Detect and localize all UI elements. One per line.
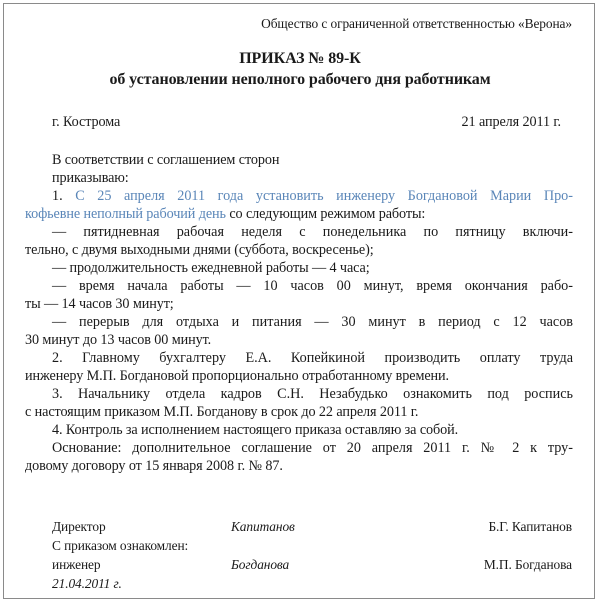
item-3-line-1: 3. Начальнику отдела кадров С.Н. Незабудько ознакомить под роспись <box>52 386 573 402</box>
order-subtitle: об установлении неполного рабочего дня работникам <box>109 71 491 88</box>
organization-name: Общество с ограниченной ответственностью «Верона» <box>261 16 572 31</box>
acknowledged-label: С приказом ознакомлен: <box>52 538 189 553</box>
acknowledgement-date: 21.04.2011 г. <box>52 576 122 591</box>
item-1-highlight-cont: кофьевне неполный рабочий день <box>25 206 226 222</box>
director-signature: Капитанов <box>231 519 295 534</box>
order-document <box>3 3 595 599</box>
item-3-line-2: с настоящим приказом М.П. Богданову в срок до 22 апреля 2011 г. <box>25 404 419 420</box>
engineer-signature: Богданова <box>231 557 290 572</box>
item-1-highlight: С 25 апреля 2011 года установить инженеру Богдановой Марии Про- <box>75 188 573 204</box>
item-1-sub-4-line-2: 30 минут до 13 часов 00 минут. <box>25 332 212 348</box>
item-1-line-1 <box>25 187 573 205</box>
order-title: ПРИКАЗ № 89-К <box>239 50 361 67</box>
item-1-sub-1-line-2: тельно, с двумя выходными днями (суббота, воскресенье); <box>25 242 374 258</box>
item-1-line-2 <box>25 205 425 223</box>
item-1-sub-4-line-1: — перерыв для отдыха и питания — 30 минут в период с 12 часов <box>52 314 573 330</box>
basis-line-2: довому договору от 15 января 2008 г. № 87. <box>25 458 283 474</box>
director-name: Б.Г. Капитанов <box>488 519 572 534</box>
preamble: В соответствии с соглашением сторон <box>52 152 280 168</box>
city: г. Кострома <box>52 114 121 130</box>
item-1-sub-1-line-1: — пятидневная рабочая неделя с понедельника по пятницу включи- <box>52 224 573 240</box>
item-1-sub-3-line-1: — время начала работы — 10 часов 00 минут, время окончания рабо- <box>52 278 573 294</box>
item-2-line-2: инженеру М.П. Богдановой пропорционально отработанному времени. <box>25 368 449 384</box>
engineer-title: инженер <box>52 557 101 572</box>
item-1-sub-3-line-2: ты — 14 часов 30 минут; <box>25 296 174 312</box>
item-1-rest: со следующим режимом работы: <box>225 206 426 222</box>
engineer-name: М.П. Богданова <box>483 557 572 572</box>
item-1-sub-2: — продолжительность ежедневной работы — 4 часа; <box>52 260 370 276</box>
item-4: 4. Контроль за исполнением настоящего приказа оставляю за собой. <box>52 422 459 438</box>
item-2-line-1: 2. Главному бухгалтеру Е.А. Копейкиной производить оплату труда <box>52 350 573 366</box>
director-title: Директор <box>52 519 106 534</box>
item-1-number: 1. <box>52 188 76 204</box>
order-verb: приказываю: <box>52 170 129 186</box>
basis-line-1: Основание: дополнительное соглашение от 20 апреля 2011 г. № 2 к тру- <box>52 440 573 456</box>
order-date: 21 апреля 2011 г. <box>461 114 561 130</box>
